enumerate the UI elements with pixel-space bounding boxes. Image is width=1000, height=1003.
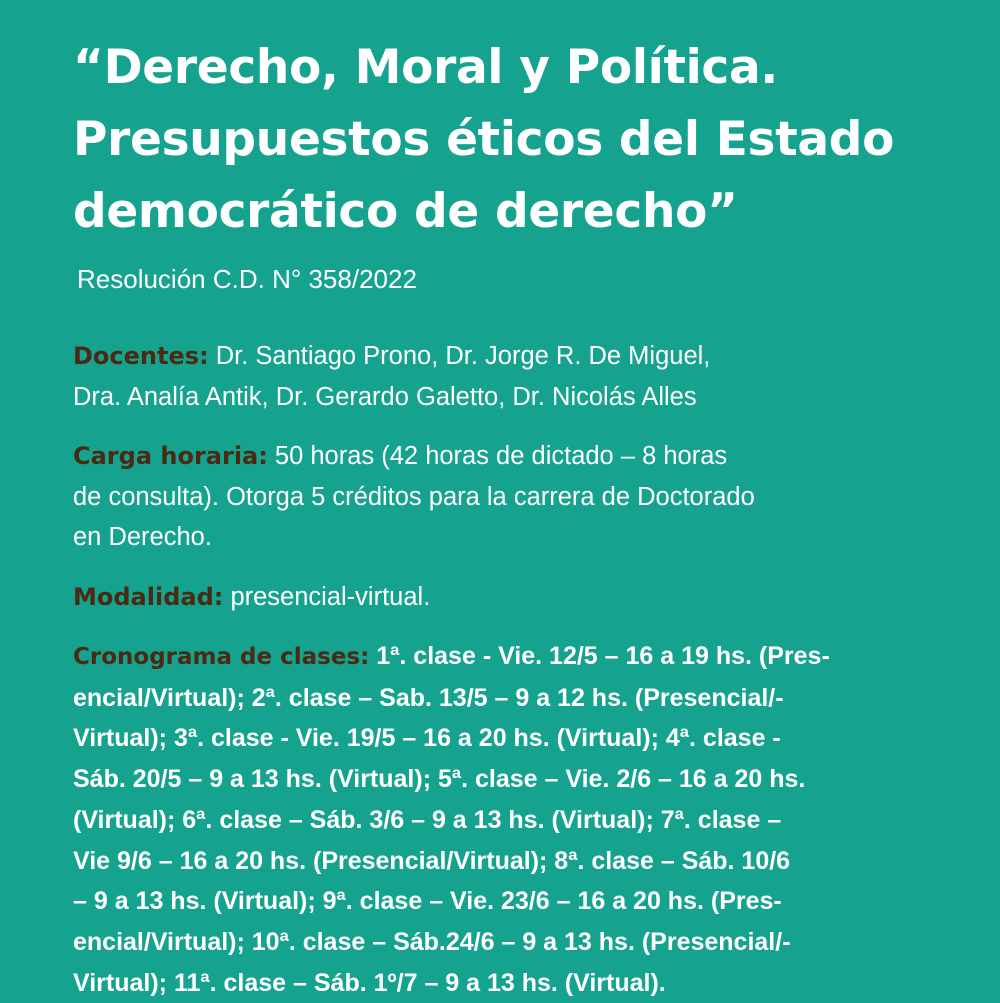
cronograma-line: encial/Virtual); 10ª. clase – Sáb.24/6 – 9 a 13 hs. (Presencial/- [73,927,791,956]
modalidad-label: Modalidad: [73,583,224,611]
cronograma-line: Sáb. 20/5 – 9 a 13 hs. (Virtual); 5ª. clase – Vie. 2/6 – 16 a 20 hs. [73,765,806,794]
cronograma-line: – 9 a 13 hs. (Virtual); 9ª. clase – Vie. 23/6 – 16 a 20 hs. (Pres- [73,887,782,916]
cronograma-line: encial/Virtual); 2ª. clase – Sab. 13/5 – 9 a 12 hs. (Presencial/- [73,683,784,712]
docentes-line: Dra. Analía Antik, Dr. Gerardo Galetto, Dr. Nicolás Alles [73,382,697,411]
carga-horaria-label: Carga horaria: [73,442,268,470]
docentes-section [73,336,953,417]
docentes-label: Docentes: [73,342,209,370]
cronograma-line: Virtual); 11ª. clase – Sáb. 1º/7 – 9 a 13 hs. (Virtual). [73,968,666,997]
cronograma-line: Virtual); 3ª. clase - Vie. 19/5 – 16 a 20 hs. (Virtual); 4ª. clase - [73,724,781,753]
modalidad-section [73,577,953,618]
carga-text: 50 horas (42 horas de dictado – 8 horas [267,442,728,470]
docentes-line [73,336,953,377]
docentes-text: Dr. Santiago Prono, Dr. Jorge R. De Miguel, [208,342,711,370]
cronograma-section [73,636,953,1003]
carga-line: de consulta). Otorga 5 créditos para la carrera de Doctorado [73,482,755,511]
cronograma-line: Vie 9/6 – 16 a 20 hs. (Presencial/Virtual); 8ª. clase – Sáb. 10/6 [73,846,791,875]
cronograma-line: (Virtual); 6ª. clase – Sáb. 3/6 – 9 a 13 hs. (Virtual); 7ª. clase – [73,805,782,834]
title-line: “Derecho, Moral y Política. [73,40,778,95]
carga-line: en Derecho. [73,523,212,551]
cronograma-label: Cronograma de clases: [73,644,370,670]
carga-line [73,436,953,477]
course-title [73,32,973,248]
resolution-number: Resolución C.D. N° 358/2022 [77,264,417,294]
cronograma-line [73,636,953,678]
modalidad-line [73,577,953,618]
carga-horaria-section [73,436,953,558]
title-line: democrático de derecho” [73,184,738,239]
cronograma-text: 1ª. clase - Vie. 12/5 – 16 a 19 hs. (Pres- [369,642,830,670]
modalidad-value: presencial-virtual. [223,583,431,611]
title-line: Presupuestos éticos del Estado [73,112,895,167]
